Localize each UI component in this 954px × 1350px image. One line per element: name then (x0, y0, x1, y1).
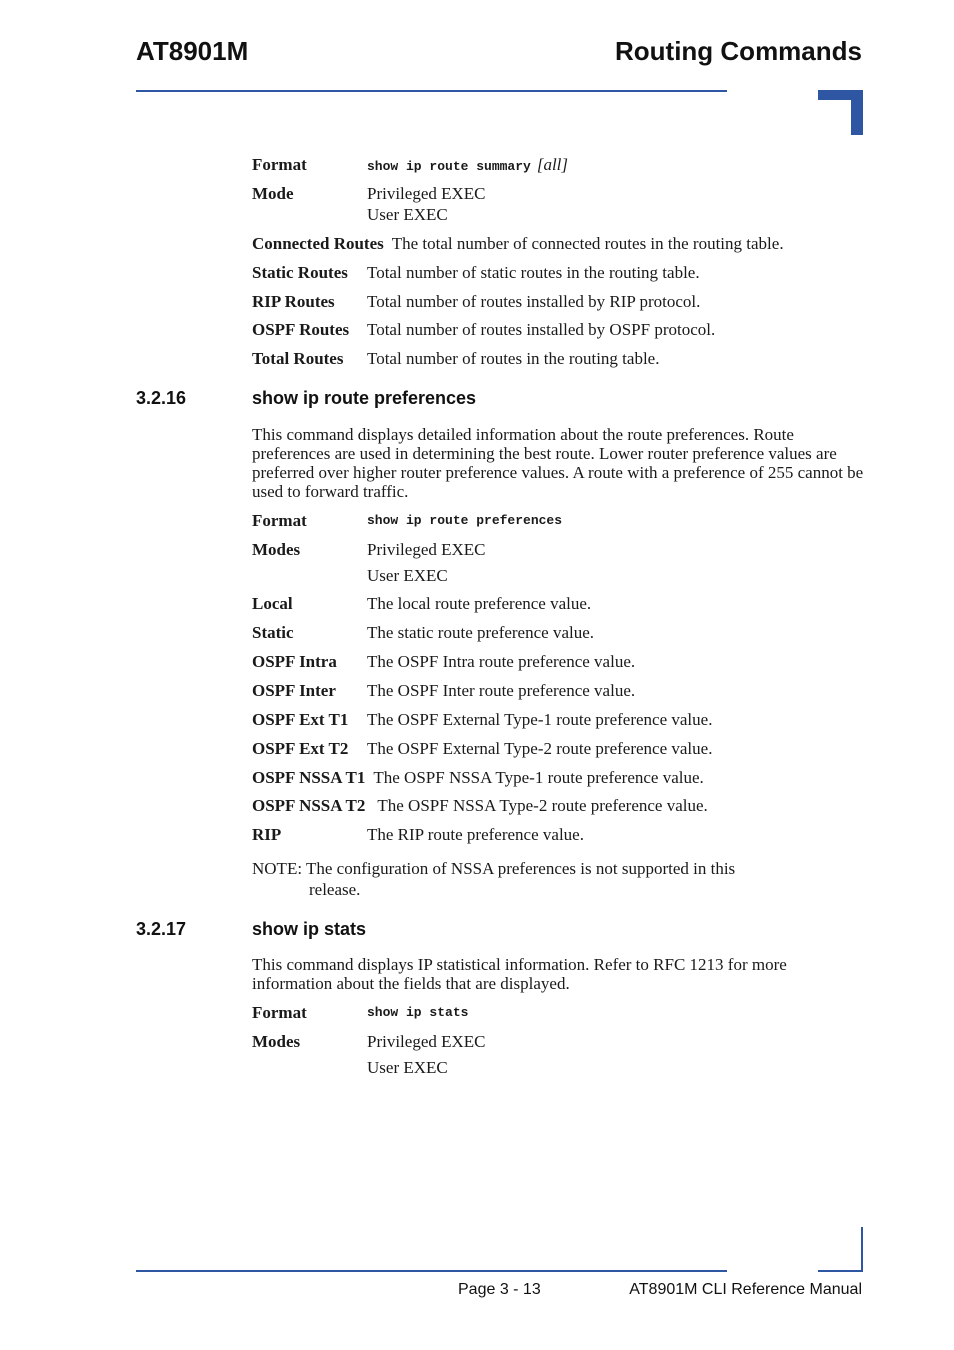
section-number: 3.2.17 (136, 919, 187, 939)
summary-field-row (252, 262, 700, 283)
pref-field-row (252, 824, 584, 845)
pref-field-desc: The OSPF External Type-2 route preference value. (367, 739, 713, 758)
pref-field-term: Local (252, 594, 293, 613)
summary-mode-label: Mode (252, 184, 294, 203)
note-text: The configuration of NSSA preferences is not supported in this (306, 859, 736, 878)
pref-field-row (252, 593, 592, 614)
pref-field-row (252, 680, 636, 701)
summary-field-desc: Total number of routes installed by RIP protocol. (367, 292, 701, 311)
stats-mode-1: Privileged EXEC (367, 1032, 486, 1051)
pref-field-desc: The local route preference value. (367, 594, 592, 613)
summary-mode-1: Privileged EXEC (367, 184, 486, 203)
summary-field-desc: The total number of connected routes in the routing table. (391, 234, 784, 253)
header-chapter: Routing Commands (615, 36, 862, 66)
pref-format-label: Format (252, 511, 307, 530)
stats-modes-label: Modes (252, 1032, 301, 1051)
summary-field-term: Total Routes (252, 349, 344, 368)
pref-field-desc: The OSPF Inter route preference value. (367, 681, 636, 700)
stats-format-command: show ip stats (367, 1005, 469, 1020)
pref-field-desc: The RIP route preference value. (367, 825, 584, 844)
pref-field-desc: The OSPF NSSA Type-2 route preference value. (377, 796, 708, 815)
footer-rule (136, 1270, 727, 1272)
summary-field-row (252, 233, 784, 254)
summary-field-desc: Total number of routes installed by OSPF protocol. (367, 320, 716, 339)
pref-field-term: RIP (252, 825, 282, 844)
summary-format-label: Format (252, 155, 307, 174)
summary-field-row (252, 291, 701, 312)
pref-mode-2: User EXEC (367, 566, 448, 585)
summary-mode-row (252, 183, 486, 204)
section-title: show ip route preferences (252, 388, 477, 408)
pref-field-term: OSPF NSSA T2 (252, 796, 366, 815)
summary-field-term: Static Routes (252, 263, 348, 282)
header-rule (136, 90, 727, 92)
summary-field-term: Connected Routes (252, 234, 384, 253)
section-title: show ip stats (252, 919, 367, 939)
footer-corner-mark (818, 1227, 863, 1272)
summary-format-row (252, 154, 569, 175)
summary-format-option: [all] (536, 155, 569, 174)
stats-format-label: Format (252, 1003, 307, 1022)
pref-format-row (252, 510, 563, 531)
pref-field-term: OSPF Inter (252, 681, 336, 700)
pref-mode-1: Privileged EXEC (367, 540, 486, 559)
pref-field-term: OSPF Ext T1 (252, 710, 349, 729)
note-label: NOTE: (252, 859, 303, 878)
footer-page-number: Page 3 - 13 (458, 1281, 541, 1298)
section-intro: This command displays detailed information about the route preferences. Route preferences are used in determining the best route. Lower router preference values are preferred over higher router preference values. A route with a preference of 255 cannot be used to forward traffic. (252, 425, 864, 501)
summary-field-desc: Total number of static routes in the routing table. (367, 263, 700, 282)
note-text-continued: release. (309, 880, 361, 899)
stats-format-row (252, 1002, 469, 1023)
section-intro: This command displays IP statistical information. Refer to RFC 1213 for more information about the fields that are displayed. (252, 955, 787, 993)
pref-field-desc: The static route preference value. (367, 623, 595, 642)
header-corner-mark (818, 90, 863, 135)
pref-field-row (252, 738, 713, 759)
summary-mode-2: User EXEC (367, 205, 448, 224)
summary-field-row (252, 348, 660, 369)
summary-field-desc: Total number of routes in the routing table. (367, 349, 660, 368)
pref-format-command: show ip route preferences (367, 513, 563, 528)
summary-format-command: show ip route summary (367, 159, 531, 174)
pref-modes-label: Modes (252, 540, 301, 559)
header-product: AT8901M (136, 36, 249, 66)
pref-field-row (252, 767, 704, 788)
summary-field-row (252, 319, 716, 340)
pref-field-row (252, 709, 713, 730)
pref-field-desc: The OSPF External Type-1 route preference value. (367, 710, 713, 729)
pref-field-term: Static (252, 623, 294, 642)
stats-mode-2: User EXEC (367, 1058, 448, 1077)
section-number: 3.2.16 (136, 388, 187, 408)
pref-field-desc: The OSPF Intra route preference value. (367, 652, 636, 671)
pref-field-desc: The OSPF NSSA Type-1 route preference value. (373, 768, 704, 787)
summary-field-term: OSPF Routes (252, 320, 350, 339)
summary-field-term: RIP Routes (252, 292, 335, 311)
pref-modes-row (252, 539, 486, 560)
pref-field-term: OSPF Ext T2 (252, 739, 349, 758)
stats-modes-row (252, 1031, 486, 1052)
note (252, 858, 735, 879)
footer-manual-title: AT8901M CLI Reference Manual (629, 1281, 862, 1298)
pref-field-term: OSPF NSSA T1 (252, 768, 366, 787)
pref-field-row (252, 651, 636, 672)
pref-field-row (252, 622, 595, 643)
pref-field-row (252, 795, 708, 816)
pref-field-term: OSPF Intra (252, 652, 337, 671)
